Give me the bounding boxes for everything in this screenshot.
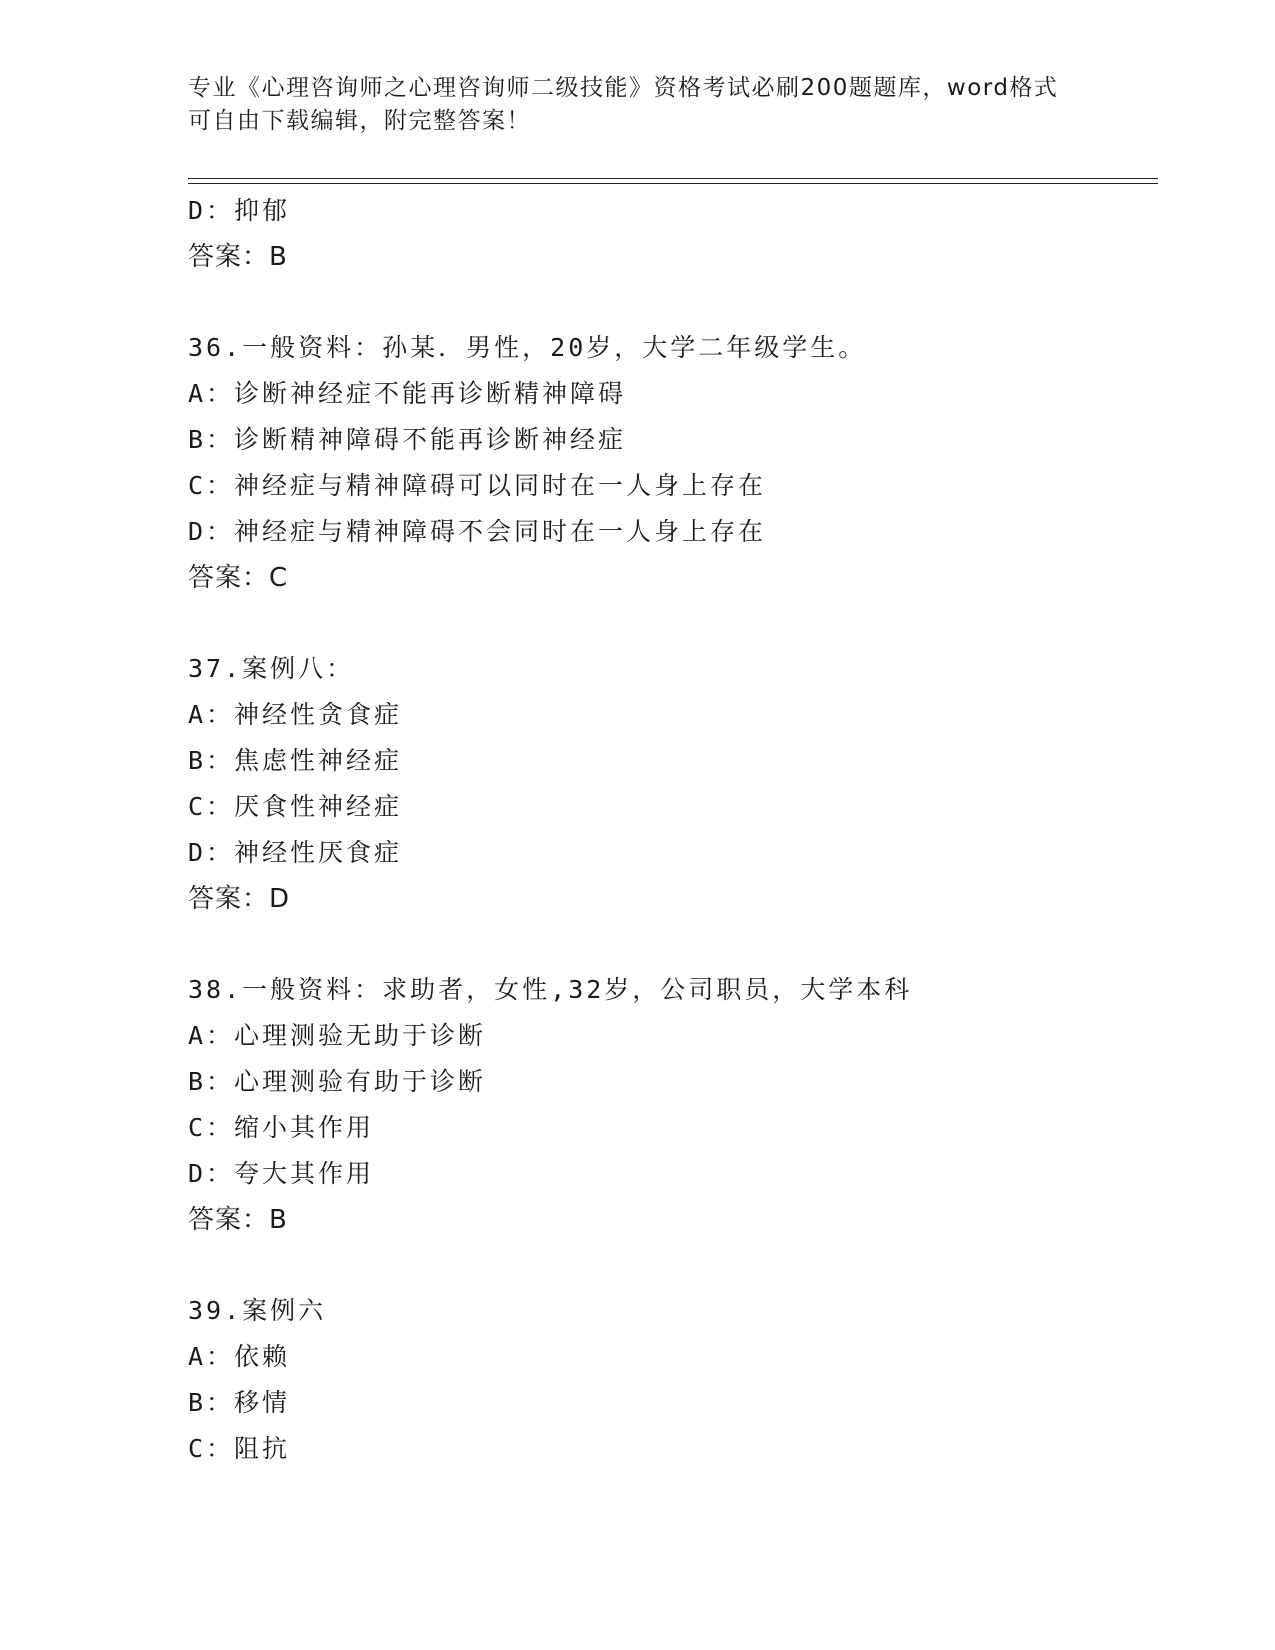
question-stem: 39.案例六 bbox=[188, 1296, 327, 1325]
option-d: D：神经性厌食症 bbox=[188, 838, 403, 867]
question-stem: 38.一般资料：求助者，女性,32岁，公司职员，大学本科 bbox=[188, 975, 913, 1004]
question-list bbox=[188, 188, 1148, 1472]
spacer bbox=[188, 601, 1148, 646]
document-header bbox=[188, 72, 1088, 138]
option-d: D：夸大其作用 bbox=[188, 1159, 375, 1188]
option-b: B：焦虑性神经症 bbox=[188, 746, 403, 775]
option-d: D：神经症与精神障碍不会同时在一人身上存在 bbox=[188, 517, 767, 546]
answer-line: 答案：D bbox=[188, 884, 291, 914]
option-c: C：厌食性神经症 bbox=[188, 792, 403, 821]
header-title-line-1: 专业《心理咨询师之心理咨询师二级技能》资格考试必刷200题题库，word格式 bbox=[188, 75, 1059, 101]
option-a: A：依赖 bbox=[188, 1342, 291, 1371]
option-c: C：缩小其作用 bbox=[188, 1113, 375, 1142]
option-b: B：移情 bbox=[188, 1388, 291, 1417]
answer-line: 答案：B bbox=[188, 1205, 288, 1235]
option-b: B：心理测验有助于诊断 bbox=[188, 1067, 487, 1096]
question-stem: 37.案例八： bbox=[188, 654, 355, 683]
option-b: B：诊断精神障碍不能再诊断神经症 bbox=[188, 425, 627, 454]
answer-line: 答案：C bbox=[188, 563, 289, 593]
answer-line: 答案：B bbox=[188, 242, 288, 272]
spacer bbox=[188, 1243, 1148, 1288]
header-divider-bottom bbox=[188, 183, 1158, 184]
question-stem: 36.一般资料：孙某．男性，20岁，大学二年级学生。 bbox=[188, 333, 867, 362]
option-a: A：心理测验无助于诊断 bbox=[188, 1021, 487, 1050]
header-divider-top bbox=[188, 178, 1158, 179]
header-title-line-2: 可自由下载编辑，附完整答案！ bbox=[188, 108, 531, 134]
option-d: D：抑郁 bbox=[188, 196, 291, 225]
option-a: A：神经性贪食症 bbox=[188, 700, 403, 729]
option-a: A：诊断神经症不能再诊断精神障碍 bbox=[188, 379, 627, 408]
spacer bbox=[188, 280, 1148, 325]
option-c: C：神经症与精神障碍可以同时在一人身上存在 bbox=[188, 471, 767, 500]
spacer bbox=[188, 922, 1148, 967]
option-c: C：阻抗 bbox=[188, 1434, 291, 1463]
